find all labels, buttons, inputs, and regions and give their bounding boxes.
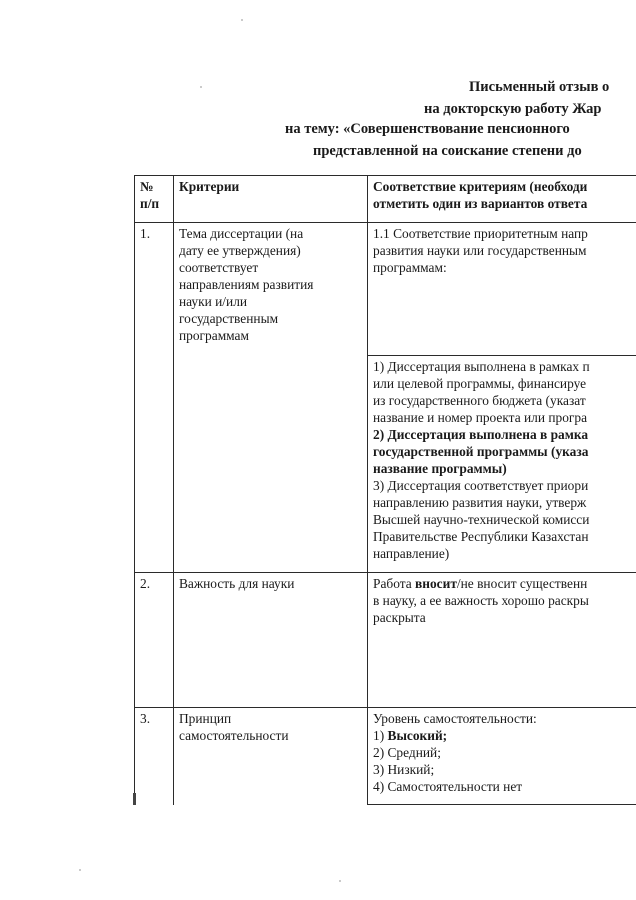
- row-2-prefix: Работа: [373, 576, 416, 591]
- row-3-criteria-line: самостоятельности: [179, 728, 289, 743]
- row-3-compliance: [368, 708, 636, 805]
- row-1-option-line: или целевой программы, финансируе: [373, 376, 587, 391]
- row-2-criteria: [174, 573, 368, 708]
- header-title-line-2: на докторскую работу Жар: [424, 101, 602, 117]
- row-1-criteria-line: науки и/или: [179, 294, 248, 309]
- row-1-criteria-line: программам: [179, 328, 249, 343]
- row-3-option-3: 3) Низкий;: [373, 762, 435, 777]
- row-1-option-line: из государственного бюджета (указат: [373, 393, 586, 408]
- row-1-criteria: [174, 223, 368, 573]
- row-2-suffix: /не вносит существенн: [456, 576, 588, 591]
- scan-speck: [79, 869, 81, 871]
- table-edge-mark: [133, 793, 136, 805]
- row-3-criteria-line: Принцип: [179, 711, 232, 726]
- row-3-criteria: [174, 708, 368, 805]
- header-compliance-line-2: отметить один из вариантов ответа: [373, 196, 588, 211]
- row-2-compliance-line-3: раскрыта: [373, 610, 426, 625]
- row-1-option-line: название и номер проекта или програ: [373, 410, 588, 425]
- criteria-table: [134, 175, 636, 805]
- row-1-criteria-line: Тема диссертации (на: [179, 226, 304, 241]
- header-num-cell: [135, 176, 174, 223]
- row-1-option-line-selected: 2) Диссертация выполнена в рамка: [373, 427, 589, 442]
- header-num-line-2: п/п: [140, 196, 160, 211]
- table-row-3: [135, 708, 636, 805]
- row-1-option-line: Правительстве Республики Казахстан: [373, 529, 589, 544]
- row-1-option-line: 3) Диссертация соответствует приори: [373, 478, 589, 493]
- table-header-row: [135, 176, 636, 223]
- scan-speck: [339, 880, 341, 882]
- row-1-compliance-top: [368, 223, 636, 356]
- row-1-criteria-line: государственным: [179, 311, 279, 326]
- row-2-compliance-line-1: [373, 575, 636, 592]
- header-title-line-4: представленной на соискание степени до: [313, 143, 582, 159]
- row-1-option-line: направлению развития науки, утверж: [373, 495, 587, 510]
- row-3-option-1-selected: Высокий;: [387, 728, 448, 743]
- scan-speck: [241, 19, 243, 21]
- header-compliance-cell: [368, 176, 636, 223]
- row-1-option-line-selected: государственной программы (указа: [373, 444, 589, 459]
- row-2-num: 2.: [135, 573, 174, 708]
- header-compliance-line-1: Соответствие критериям (необходи: [373, 179, 588, 194]
- row-1-option-line: Высшей научно-технической комисси: [373, 512, 590, 527]
- row-1-top-line: развития науки или государственным: [373, 243, 587, 258]
- row-1-criteria-line: направлениям развития: [179, 277, 314, 292]
- row-3-num: 3.: [135, 708, 174, 805]
- row-3-option-4: 4) Самостоятельности нет: [373, 779, 523, 794]
- row-1-num: 1.: [135, 223, 174, 573]
- row-2-criteria-line: Важность для науки: [179, 576, 295, 591]
- row-1-option-line-selected: название программы): [373, 461, 507, 476]
- row-1-top-line: 1.1 Соответствие приоритетным напр: [373, 226, 588, 241]
- header-criteria-cell: [174, 176, 368, 223]
- header-criteria-label: Критерии: [179, 179, 240, 194]
- row-3-option-1: [373, 727, 636, 744]
- row-2-compliance: [368, 573, 636, 708]
- row-1-compliance-options: [368, 356, 636, 573]
- row-3-option-1-num: 1): [373, 728, 388, 743]
- header-num-line-1: №: [140, 179, 154, 194]
- table-row-2: [135, 573, 636, 708]
- row-3-option-2: 2) Средний;: [373, 745, 441, 760]
- row-1-option-line: направление): [373, 546, 450, 561]
- row-3-intro: Уровень самостоятельности:: [373, 711, 537, 726]
- row-1-option-line: 1) Диссертация выполнена в рамках п: [373, 359, 590, 374]
- row-1-criteria-line: дату ее утверждения): [179, 243, 301, 258]
- scan-speck: [200, 86, 202, 88]
- header-title-line-3: на тему: «Совершенствование пенсионного: [285, 121, 570, 137]
- row-2-selected-option: вносит: [415, 576, 457, 591]
- row-1-criteria-line: соответствует: [179, 260, 259, 275]
- row-2-compliance-line-2: в науку, а ее важность хорошо раскры: [373, 593, 589, 608]
- row-1-top-line: программам:: [373, 260, 447, 275]
- header-title-line-1: Письменный отзыв о: [469, 79, 610, 95]
- table-row-1: [135, 223, 636, 356]
